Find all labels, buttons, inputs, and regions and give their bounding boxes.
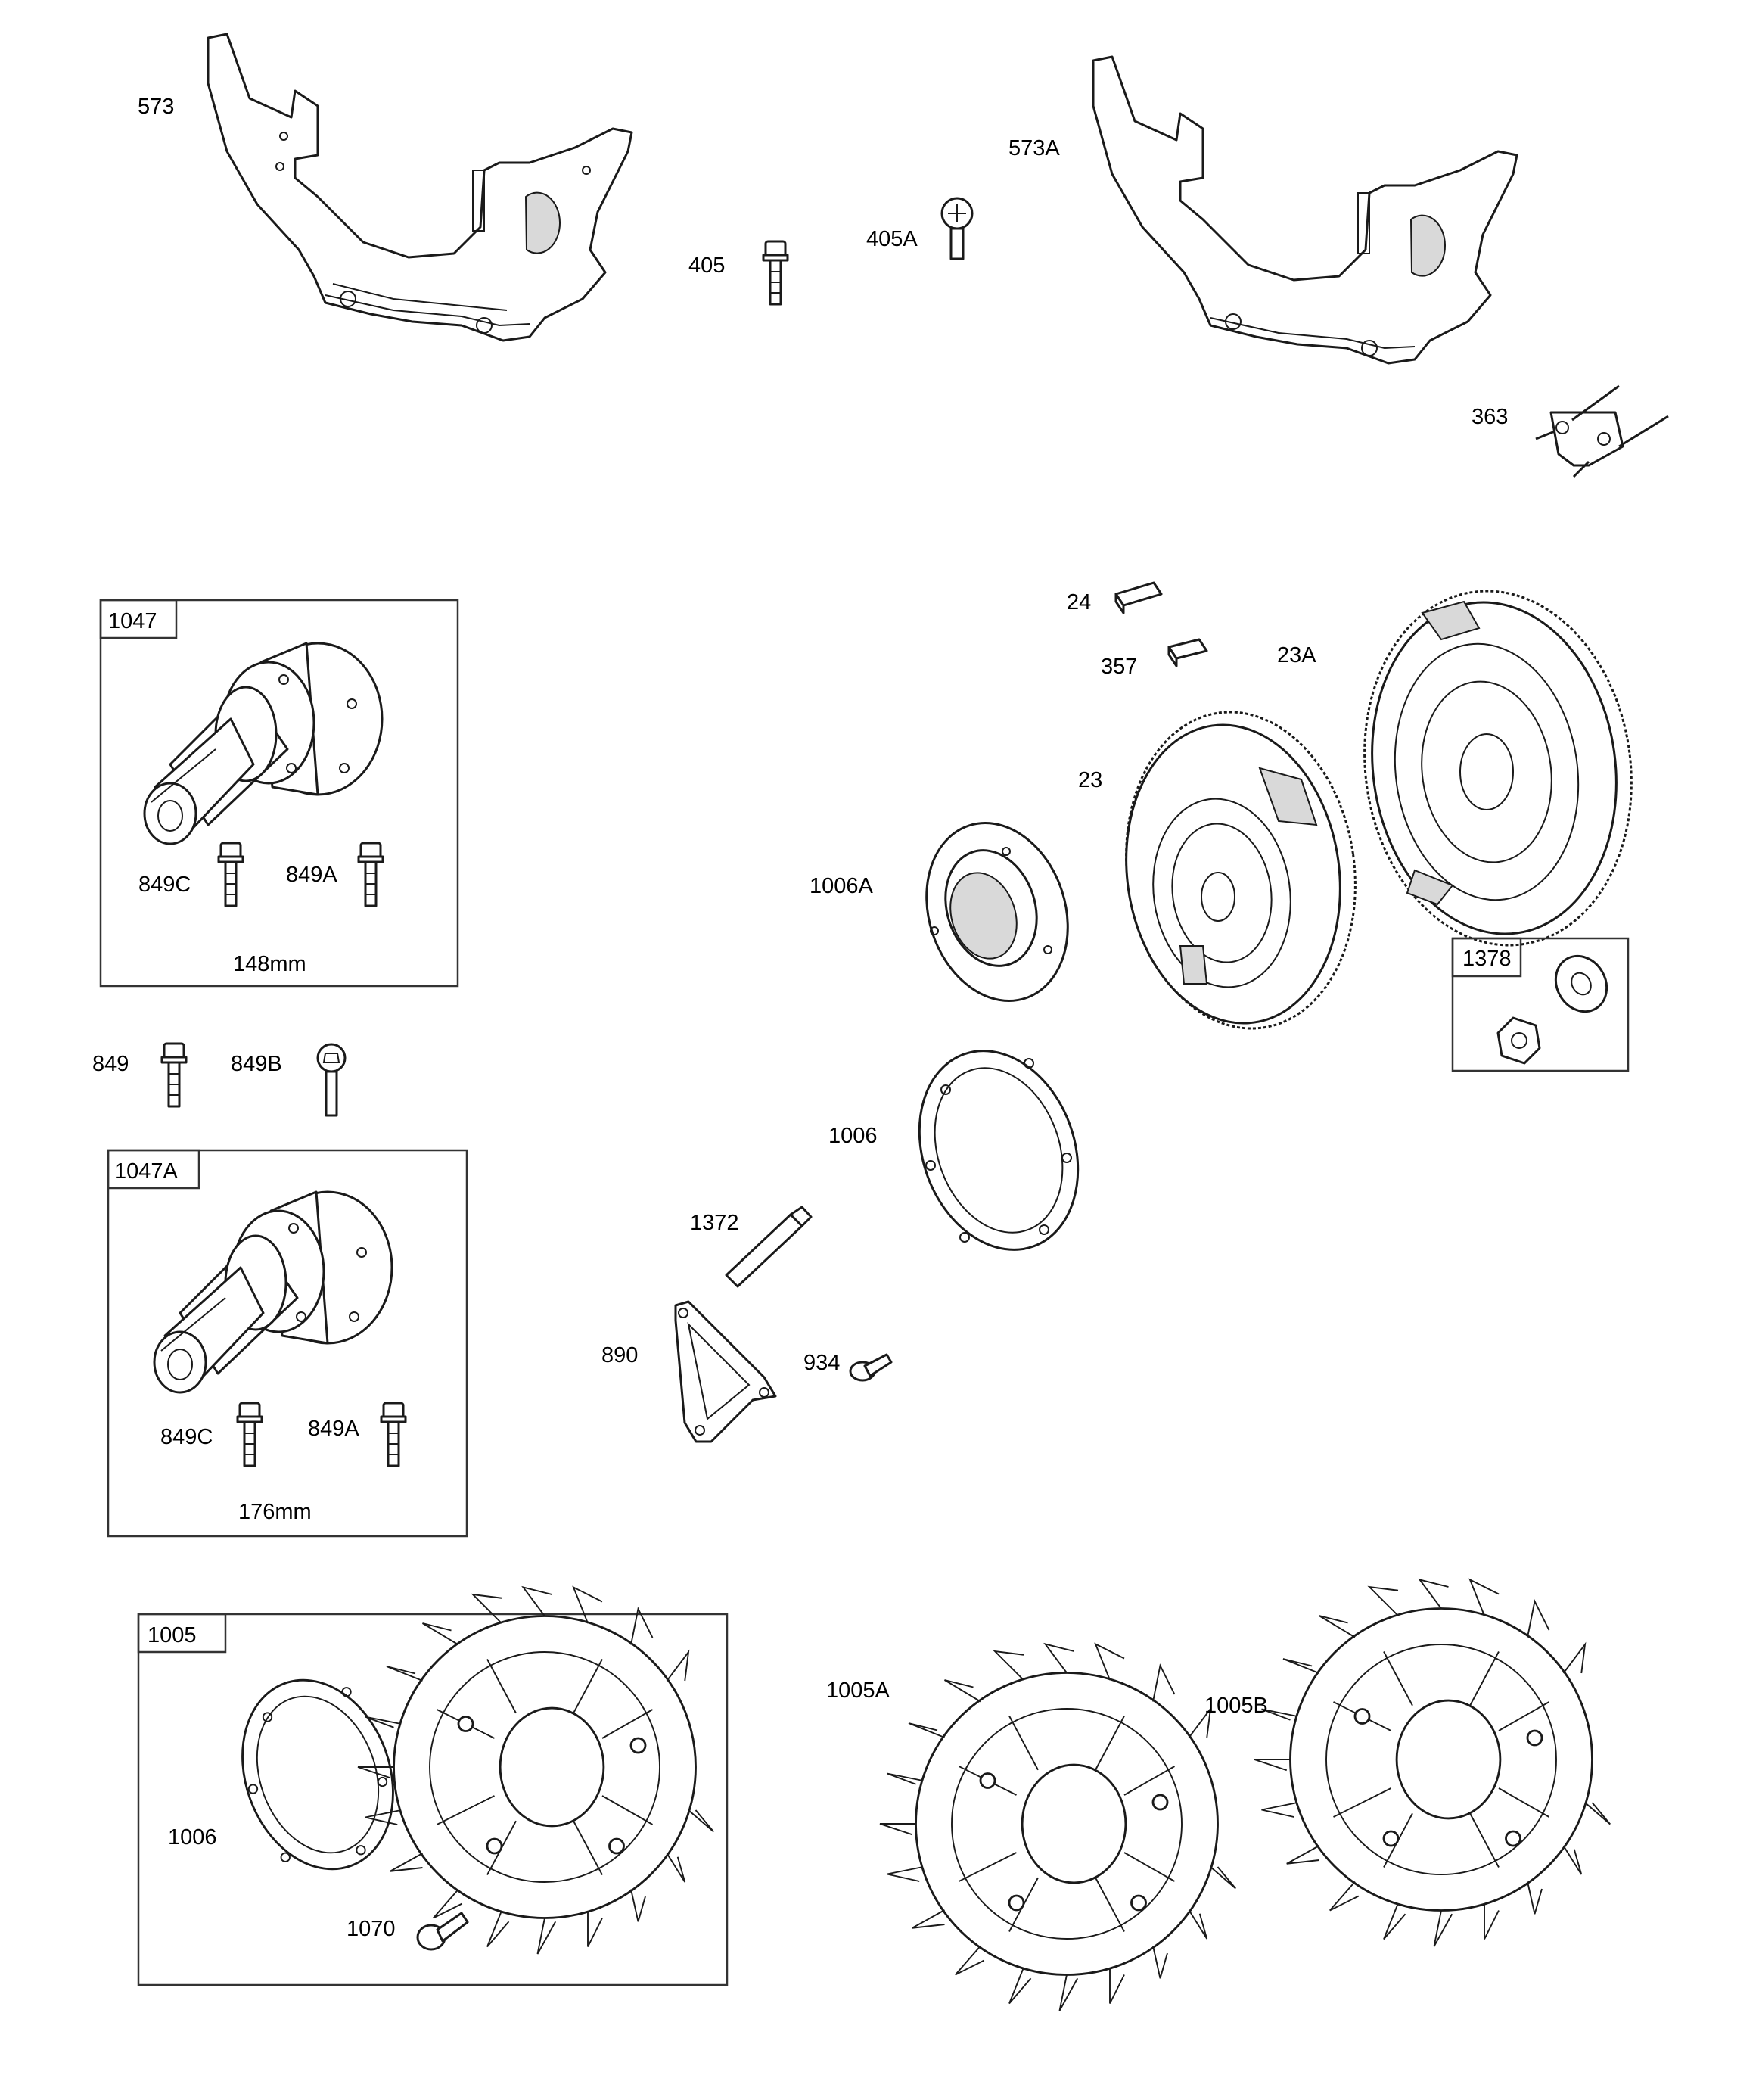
key-357 (1169, 639, 1207, 666)
label-849: 849 (92, 1052, 129, 1076)
label-1372: 1372 (690, 1211, 739, 1235)
gasket-1006 (893, 1028, 1105, 1272)
label-1070: 1070 (347, 1917, 396, 1941)
fan-1005 (358, 1588, 713, 1955)
label-405a: 405A (866, 227, 918, 251)
bolt-849a-a (359, 843, 383, 906)
label-1047: 1047 (108, 609, 157, 633)
label-357: 357 (1101, 655, 1138, 679)
bolt-405a (942, 198, 972, 259)
screw-934 (850, 1355, 891, 1380)
flywheel-23a (1342, 574, 1654, 963)
bolt-849 (162, 1044, 186, 1106)
bolt-849a-b (381, 1403, 406, 1466)
label-934: 934 (803, 1351, 841, 1375)
label-573a: 573A (1008, 136, 1060, 160)
label-1005: 1005 (148, 1623, 197, 1647)
label-849b: 849B (231, 1052, 282, 1076)
label-1006-kit: 1006 (168, 1825, 217, 1850)
label-1006a: 1006A (810, 874, 873, 898)
label-573: 573 (138, 95, 175, 119)
label-1005a: 1005A (826, 1678, 890, 1703)
bolt-849c-a (219, 843, 243, 906)
bolt-849b (318, 1044, 345, 1115)
bracket-573a (1093, 57, 1517, 363)
label-1005b: 1005B (1204, 1694, 1268, 1718)
label-363: 363 (1472, 405, 1509, 429)
key-24 (1116, 583, 1161, 613)
puller-363 (1536, 386, 1668, 477)
label-24: 24 (1067, 590, 1092, 614)
bracket-890 (676, 1302, 775, 1442)
label-890: 890 (601, 1343, 639, 1367)
pin-1372 (726, 1207, 811, 1286)
gasket-1006-kit (217, 1659, 418, 1890)
label-23a: 23A (1277, 643, 1316, 667)
fan-1005b (1254, 1580, 1610, 1947)
label-1047a: 1047A (114, 1159, 178, 1184)
flywheel-23 (1106, 697, 1375, 1044)
washer-1378 (1546, 947, 1616, 1021)
label-148mm: 148mm (233, 952, 306, 976)
label-1006: 1006 (828, 1124, 878, 1148)
label-405: 405 (688, 254, 726, 278)
bolt-1070 (418, 1913, 468, 1949)
adapter-1006a (904, 804, 1089, 1019)
nut-1378 (1498, 1018, 1540, 1063)
label-849a-b: 849A (308, 1417, 359, 1441)
label-849c-a: 849C (138, 873, 191, 897)
shaft-1047 (145, 643, 382, 844)
label-849c-b: 849C (160, 1425, 213, 1449)
bracket-573 (208, 34, 632, 341)
bolt-405 (763, 241, 788, 304)
fan-1005a (880, 1644, 1235, 2011)
label-849a-a: 849A (286, 863, 337, 887)
label-1378: 1378 (1462, 947, 1512, 971)
label-23: 23 (1078, 768, 1103, 792)
label-176mm: 176mm (238, 1500, 312, 1524)
bolt-849c-b (238, 1403, 262, 1466)
shaft-1047a (154, 1192, 392, 1392)
